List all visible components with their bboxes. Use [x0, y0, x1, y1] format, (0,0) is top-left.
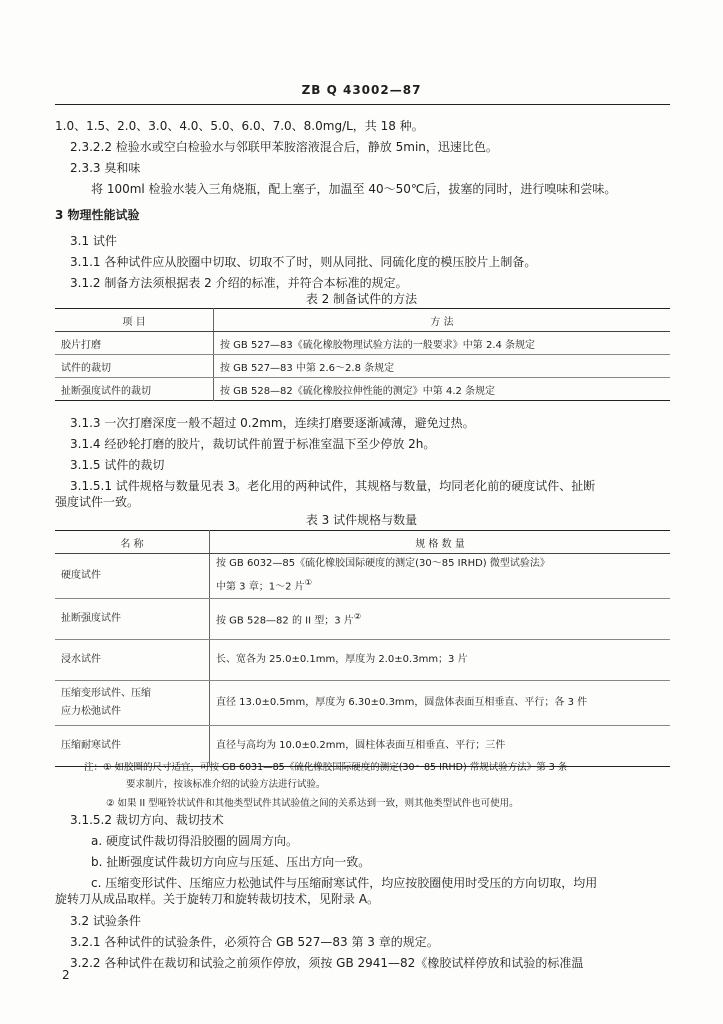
- table3-spec: 按 GB 6032—85《硫化橡胶国际硬度的测定(30～85 IRHD) 微型试验法》: [216, 558, 550, 570]
- text-line: 3.2.2 各种试件在裁切和试验之前须作停放，须按 GB 2941—82《橡胶试样停放和试验的标准温: [70, 956, 584, 970]
- text-line: 3.1.5 试件的裁切: [70, 458, 165, 472]
- table3-header-name: 名 称: [55, 531, 210, 554]
- text-line: 3.1.5.2 裁切方向、裁切技术: [70, 813, 224, 827]
- table2-cell: 试件的裁切: [55, 355, 214, 378]
- table2-header-item: 项 目: [55, 309, 214, 332]
- table3-name: 浸水试件: [55, 640, 210, 681]
- table-note: ② 如果 II 型哑铃状试件和其他类型试件其试验值之间的关系达到一致，则其他类型试件也可使用。: [106, 798, 519, 809]
- table2-cell: 按 GB 527—83 中第 2.6～2.8 条规定: [214, 355, 671, 378]
- text-line: 3.2.1 各种试件的试验条件，必须符合 GB 527—83 第 3 章的规定。: [70, 935, 439, 949]
- text-line: 1.0、1.5、2.0、3.0、4.0、5.0、6.0、7.0、8.0mg/L，共 18 种。: [55, 119, 424, 133]
- table-row: [55, 681, 670, 726]
- text-line: c. 压缩变形试件、压缩应力松弛试件与压缩耐寒试件，均应按胶圈使用时受压的方向切取，均用: [91, 876, 598, 890]
- text-line: 3.1.5.1 试件规格与数量见表 3。老化用的两种试件，其规格与数量，均同老化前的硬度试件、扯断: [70, 479, 596, 493]
- table2-cell: 扯断强度试件的裁切: [55, 378, 214, 401]
- table-note: 注：① 如胶圈的尺寸适宜，可按 GB 6031—85《硫化橡胶国际硬度的测定(30～85 IRHD) 常规试验方法》第 3 条: [84, 762, 568, 773]
- section-heading: 3 物理性能试验: [55, 208, 140, 222]
- page-number: 2: [62, 968, 70, 982]
- text-line: a. 硬度试件裁切得沿胶圈的圆周方向。: [91, 834, 298, 848]
- text-line: 旋转刀从成品取样。关于旋转刀和旋转裁切技术，见附录 A。: [55, 892, 380, 906]
- table-row: [55, 599, 670, 640]
- table-specimen-specs: [55, 530, 670, 767]
- text-line: 2.3.2.2 检验水或空白检验水与邻联甲苯胺溶液混合后，静放 5min，迅速比色。: [70, 140, 498, 154]
- text-line: 3.1.1 各种试件应从胶圈中切取、切取不了时，则从同批、同硫化度的模压胶片上制备。: [70, 255, 537, 269]
- text-line: 3.1.4 经砂轮打磨的胶片，裁切试件前置于标准室温下至少停放 2h。: [70, 437, 436, 451]
- footnote-ref: ②: [353, 611, 362, 622]
- table2-caption: 表 2 制备试件的方法: [305, 292, 418, 306]
- table2-cell: 按 GB 528—82《硫化橡胶拉伸性能的测定》中第 4.2 条规定: [220, 385, 496, 397]
- table-note: 要求制片，按该标准介绍的试验方法进行试验。: [126, 779, 326, 790]
- table3-header-spec: 规 格 数 量: [210, 531, 671, 554]
- table-row: [55, 640, 670, 681]
- table3-spec: 按 GB 528—82 的 II 型；3 片: [216, 615, 354, 627]
- text-line: 3.1.2 制备方法须根据表 2 介绍的标准，并符合本标准的规定。: [70, 276, 408, 290]
- text-line: 强度试件一致。: [55, 495, 140, 509]
- text-line: b. 扯断强度试件裁切方向应与压延、压出方向一致。: [91, 855, 371, 869]
- footnote-ref: ①: [304, 577, 313, 588]
- standard-code-header: ZB Q 43002—87: [301, 83, 422, 97]
- table3-name: 应力松弛试件: [61, 706, 121, 717]
- header-rule: [55, 104, 670, 105]
- table2-cell: 按 GB 527—83《硫化橡胶物理试验方法的一般要求》中第 2.4 条规定: [214, 332, 671, 355]
- table-preparation-methods: [55, 308, 670, 401]
- text-line: 2.3.3 臭和味: [70, 161, 141, 175]
- table-row: [55, 355, 670, 378]
- text-line: 3.1.3 一次打磨深度一般不超过 0.2mm，连续打磨要逐渐减薄，避免过热。: [70, 416, 475, 430]
- table3-spec: 中第 3 章；1～2 片: [216, 581, 305, 593]
- table3-name: 压缩变形试件、压缩: [61, 688, 151, 699]
- text-line: 3.2 试验条件: [70, 914, 141, 928]
- table3-spec: 直径与高均为 10.0±0.2mm，圆柱体表面互相垂直、平行；三件: [216, 740, 506, 751]
- table3-name: 扯断强度试件: [55, 599, 210, 640]
- table3-spec: 直径 13.0±0.5mm，厚度为 6.30±0.3mm，圆盘体表面互相垂直、平行；各 3 件: [210, 681, 671, 726]
- text-line: 3.1 试件: [70, 234, 117, 248]
- table3-spec: 长、宽各为 25.0±0.1mm，厚度为 2.0±0.3mm；3 片: [210, 640, 671, 681]
- table-row: [55, 554, 670, 599]
- table3-name: 压缩耐寒试件: [55, 726, 210, 767]
- table2-cell: 胶片打磨: [55, 332, 214, 355]
- table-row: [55, 378, 670, 401]
- table3-name: 硬度试件: [55, 554, 210, 599]
- text-line: 将 100ml 检验水装入三角烧瓶，配上塞子，加温至 40～50℃后，拔塞的同时，进行嗅味和尝味。: [91, 182, 617, 196]
- table2-header-method: 方 法: [214, 309, 671, 332]
- table-row: [55, 332, 670, 355]
- table3-caption: 表 3 试件规格与数量: [305, 513, 418, 527]
